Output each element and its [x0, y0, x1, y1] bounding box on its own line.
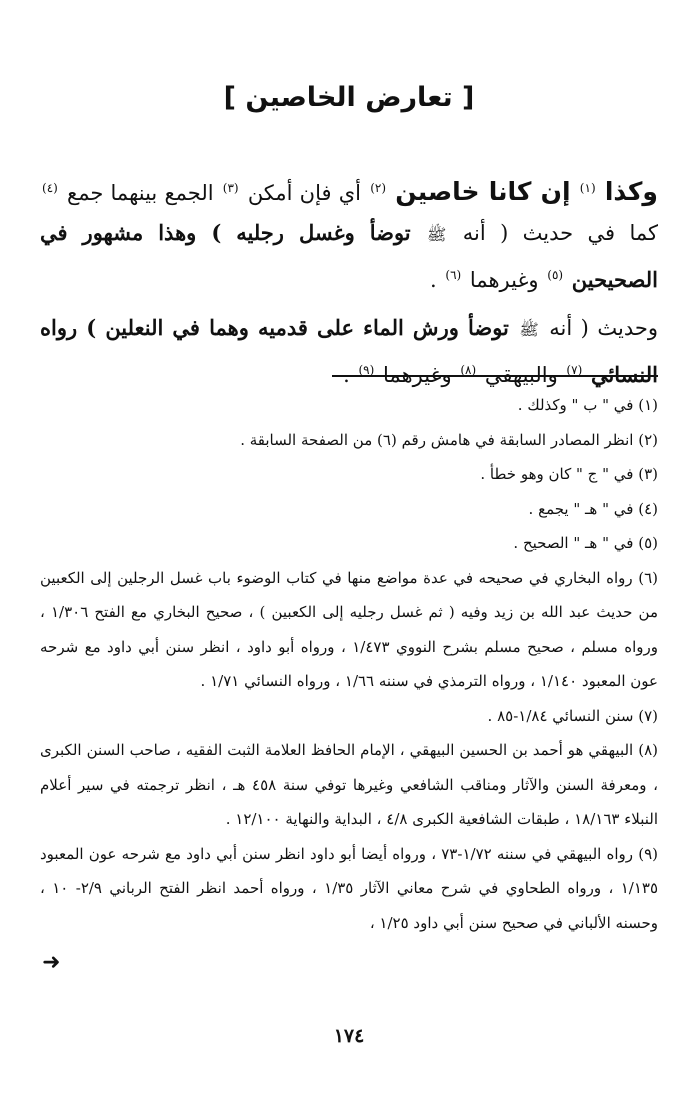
text-run: .	[343, 363, 350, 387]
text-run: أي فإن أمكن	[247, 181, 362, 205]
footnote-ref-8: (٨)	[460, 363, 477, 377]
footnote-ref-6: (٦)	[445, 268, 462, 282]
footnote-divider	[332, 375, 658, 377]
text-run: في حديث ( أنه	[462, 221, 616, 245]
text-run: والبيهقي	[484, 363, 558, 387]
footnote-ref-5: (٥)	[547, 268, 564, 282]
footnote-ref-2: (٢)	[370, 181, 387, 195]
pbuh-glyph: ﷺ	[427, 225, 447, 244]
footnote-ref-9: (٩)	[358, 363, 375, 377]
footnote-4: (٤) في " هـ " يجمع .	[528, 499, 658, 518]
footnote-2: (٢) انظر المصادر السابقة في هامش رقم (٦) من الصفحة السابقة .	[240, 430, 658, 449]
footnotes	[40, 388, 658, 940]
lead-word: وكذا	[604, 177, 658, 206]
paragraph-2	[40, 308, 658, 395]
text-run: وحديث ( أنه	[549, 316, 658, 340]
footnote-9: (٩) رواه البيهقي في سننه ١/٧٢-٧٣ ، ورواه أيضا أبو داود انظر سنن أبي داود مع شرحه عون المعبود ١/١٣٥ ، ورواه الطحاوي في شرح معاني الآثار ١/٣٥ ، ورواه أحمد انظر الفتح الرباني ٢/٩- ١٠ ، وحسنه الألباني في صحيح سنن أبي داود ١/٢٥ ،	[40, 844, 659, 932]
footnote-ref-1: (١)	[579, 181, 596, 195]
footnote-ref-4: (٤)	[42, 181, 58, 195]
text-run: الجمع بينهما جمع	[67, 181, 214, 205]
pbuh-glyph: ﷺ	[519, 320, 539, 339]
footnote-8: (٨) البيهقي هو أحمد بن الحسين البيهقي ، الإمام الحافظ العلامة الثبت الفقيه ، صاحب السنن الكبرى ، ومعرفة السنن والآثار ومناقب الشافعي وغيرها توفي سنة ٤٥٨ هـ ، انظر ترجمته في سير أعلام النبلاء ١٨/١٦٣ ، طبقات الشافعية الكبرى ٤/٨ ، البداية والنهاية ١٢/١٠٠ .	[40, 741, 658, 828]
text-run: وغيرهما	[383, 363, 452, 387]
condition-phrase: إن كانا خاصين	[395, 177, 571, 206]
footnote-5: (٥) في " هـ " الصحيح .	[513, 534, 658, 552]
footnote-7: (٧) سنن النسائي ١/٨٤-٨٥ .	[487, 706, 658, 725]
text-run: وغيرهما	[469, 268, 539, 292]
footnote-3: (٣) في " ج " كان وهو خطأ .	[480, 465, 658, 483]
text-run: توضأ ورش الماء على قدميه وهما في النعلين ) رواه النسائي	[40, 315, 658, 387]
main-text	[40, 168, 658, 403]
paragraph-1	[40, 168, 658, 300]
footnote-6: (٦) رواه البخاري في صحيحه في عدة مواضع منها في كتاب الوضوء باب غسل الرجلين إلى الكعبين من حديث عبد الله بن زيد وفيه ( ثم غسل رجليه إلى الكعبين ) ، صحيح البخاري مع الفتح ١/٣٠٦ ، ورواه مسلم ، صحيح مسلم بشرح النووي ١/٤٧٣ ، ورواه أبو داود ، انظر سنن أبي داود مع شرحه عون المعبود ١/١٤٠ ، ورواه الترمذي في سننه ١/٦٦ ، ورواه النسائي ١/٧١ .	[40, 568, 658, 690]
page-number: ١٧٤	[333, 1025, 365, 1047]
footnote-ref-7: (٧)	[566, 363, 583, 377]
footnote-ref-3: (٣)	[222, 181, 239, 195]
text-run: توضأ وغسل رجليه ) وهذا مشهور في الصحيحين	[40, 220, 658, 292]
continue-arrow-icon: ➜	[42, 950, 61, 975]
section-heading: [ تعارض الخاصين ]	[223, 82, 475, 113]
text-run: كما	[629, 221, 658, 245]
footnote-1: (١) في " ب " وكذلك .	[517, 396, 658, 414]
text-run: .	[430, 268, 437, 292]
